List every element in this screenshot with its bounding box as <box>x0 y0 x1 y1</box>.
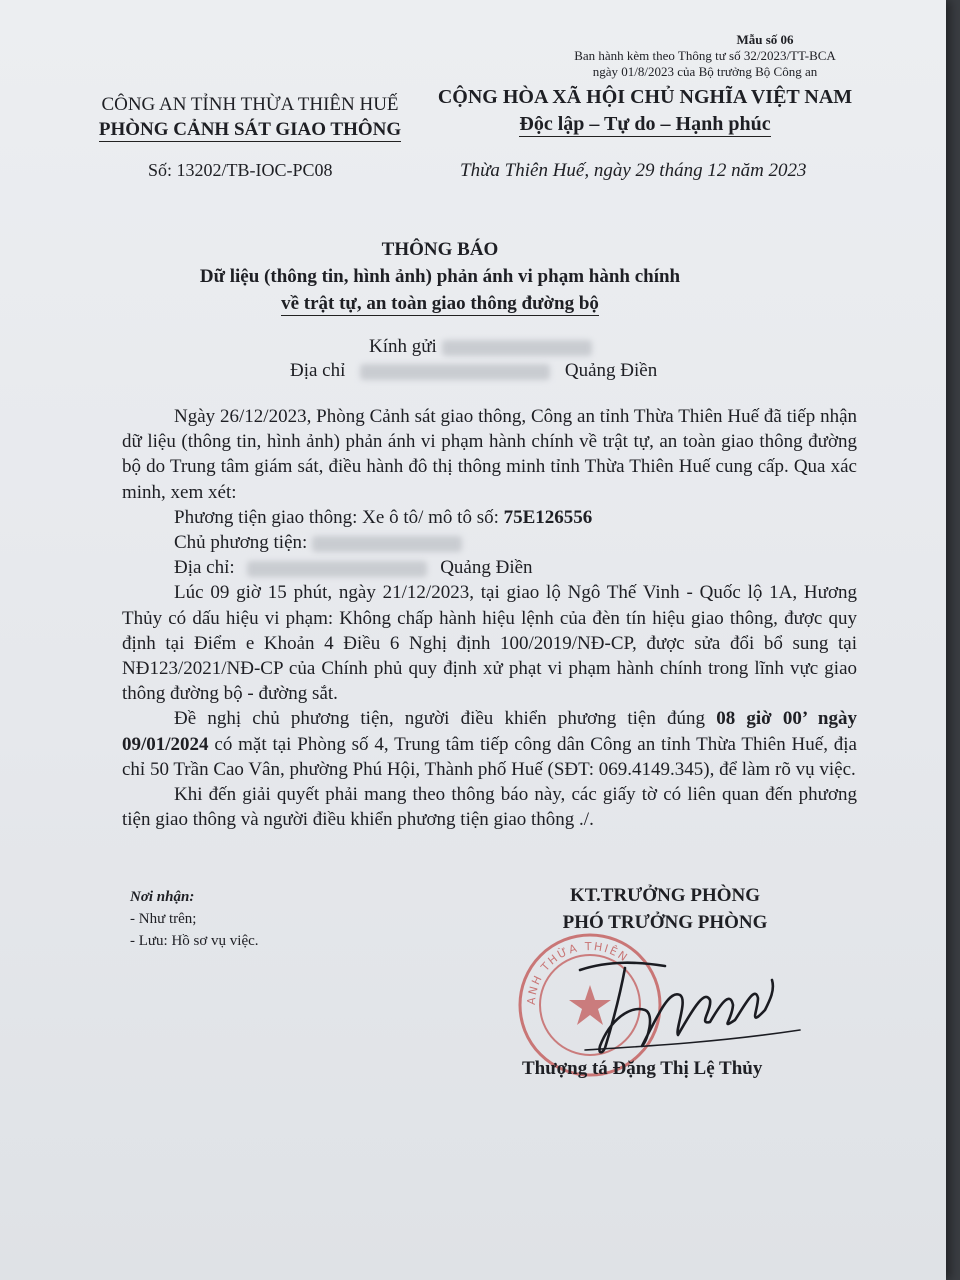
vehicle-line <box>122 505 857 530</box>
body-paragraph-3: Đề nghị chủ phương tiện, người điều khiển phương tiện đúng 08 giờ 00’ ngày 09/01/2024 có mặt tại Phòng số 4, Trung tâm tiếp công dân Công an tỉnh Thừa Thiên Huế, địa chỉ 50 Trần Cao Vân, phường Phú Hội, Thành phố Huế (SĐT: 069.4149.345), để làm rõ vụ việc. <box>122 708 857 780</box>
recipient-label: Kính gửi <box>369 336 437 357</box>
document-number: Số: 13202/TB-IOC-PC08 <box>148 160 333 180</box>
vehicle-label: Phương tiện giao thông: Xe ô tô/ mô tô số: <box>174 506 504 528</box>
agency-name: CÔNG AN TỈNH THỪA THIÊN HUẾ <box>101 94 399 115</box>
redacted-owner-address <box>247 561 427 577</box>
sign-title-2: PHÓ TRƯỞNG PHÒNG <box>562 912 768 933</box>
handwritten-signature-icon <box>570 950 810 1060</box>
appointment-time: 08 giờ 00’ ngày 09/01/2024 <box>122 708 857 755</box>
owner-address-suffix: Quảng Điền <box>440 557 533 579</box>
body-paragraph-1: Ngày 26/12/2023, Phòng Cảnh sát giao thông, Công an tỉnh Thừa Thiên Huế đã tiếp nhận dữ liệu (thông tin, hình ảnh) phản ánh vi phạm hành chính về trật tự, an toàn giao thông đường bộ do Trung tâm giám sát, điều hành đô thị thông minh tỉnh Thừa Thiên Huế cung cấp. Qua xác minh, xem xét: <box>122 406 857 503</box>
recipient-address-label: Địa chỉ <box>290 360 346 381</box>
vehicle-plate: 75E126556 <box>503 506 593 528</box>
recipients-item-1: - Như trên; <box>130 911 197 927</box>
redacted-owner <box>312 536 462 552</box>
seal-text: ANH THỪA THIÊN <box>524 939 632 1006</box>
form-issued-line1: Ban hành kèm theo Thông tư số 32/2023/TT-BCA <box>574 48 836 63</box>
nation-name: CỘNG HÒA XÃ HỘI CHỦ NGHĨA VIỆT NAM <box>437 86 853 108</box>
signer-name: Thượng tá Đặng Thị Lệ Thủy <box>522 1058 763 1079</box>
owner-address-label: Địa chỉ: <box>174 557 235 579</box>
redacted-address <box>360 364 550 380</box>
form-issued-line2: ngày 01/8/2023 của Bộ trưởng Bộ Công an <box>592 64 818 79</box>
sign-title-1: KT.TRƯỞNG PHÒNG <box>570 885 760 906</box>
owner-label: Chủ phương tiện: <box>174 532 308 554</box>
recipients-list <box>130 886 259 952</box>
redacted-recipient <box>442 340 592 356</box>
notice-title <box>120 236 760 317</box>
body-paragraph-4: Khi đến giải quyết phải mang theo thông báo này, các giấy tờ có liên quan đến phương tiện giao thông và người điều khiển phương tiện giao thông ./. <box>122 784 857 831</box>
title-main: THÔNG BÁO <box>381 239 499 260</box>
recipients-item-2: - Lưu: Hồ sơ vụ việc. <box>130 933 259 949</box>
nation-motto: Độc lập – Tự do – Hạnh phúc <box>519 113 771 135</box>
place-date: Thừa Thiên Huế, ngày 29 tháng 12 năm 2023 <box>460 160 807 181</box>
signature-titles <box>515 882 815 936</box>
recipient-address-line <box>290 360 657 382</box>
notice-body <box>122 404 857 832</box>
title-sub1: Dữ liệu (thông tin, hình ảnh) phản ánh vi phạm hành chính <box>199 266 681 287</box>
recipient-line <box>369 336 592 358</box>
agency-header <box>60 92 440 142</box>
recipient-address-suffix: Quảng Điền <box>564 360 658 381</box>
owner-address-line <box>122 555 857 580</box>
form-number: Mẫu số 06 <box>736 32 794 47</box>
owner-line <box>122 530 857 555</box>
form-reference <box>520 32 890 80</box>
nation-header <box>410 84 880 138</box>
recipients-heading: Nơi nhận: <box>130 889 195 905</box>
department-name: PHÒNG CẢNH SÁT GIAO THÔNG <box>98 119 402 140</box>
body-paragraph-2: Lúc 09 giờ 15 phút, ngày 21/12/2023, tại giao lộ Ngô Thế Vinh - Quốc lộ 1A, Hương Thủy có dấu hiệu vi phạm: Không chấp hành hiệu lệnh của đèn tín hiệu giao thông, được quy định tại Điểm e Khoản 4 Điều 6 Nghị định 100/2019/NĐ-CP, được sửa đổi bổ sung tại NĐ123/2021/NĐ-CP của Chính phủ quy định xử phạt vi phạm hành chính trong lĩnh vực giao thông đường bộ - đường sắt. <box>122 582 857 705</box>
title-sub2: về trật tự, an toàn giao thông đường bộ <box>281 293 599 314</box>
